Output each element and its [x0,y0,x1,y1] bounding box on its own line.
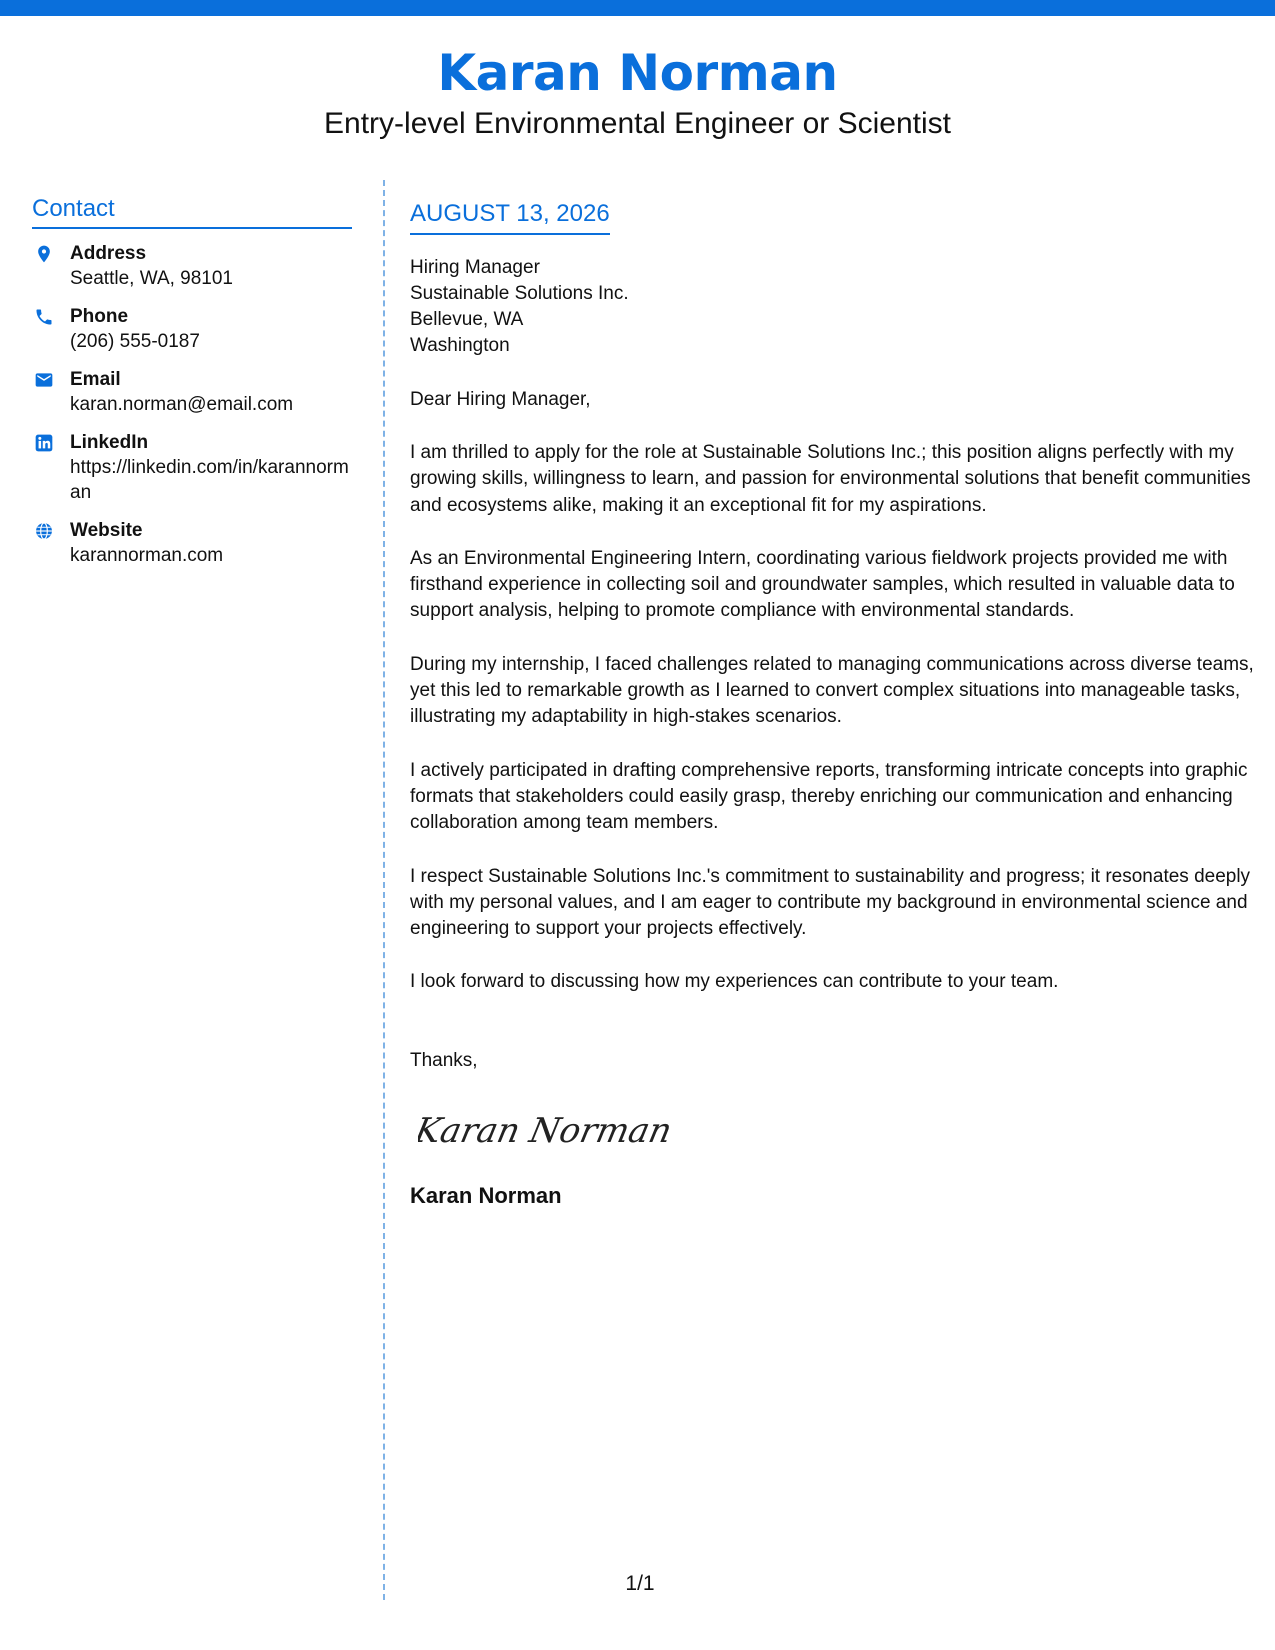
linkedin-value[interactable]: https://linkedin.com/in/karannorman [70,457,349,503]
job-title: Entry-level Environmental Engineer or Scientist [324,107,951,140]
letter-paragraph: I am thrilled to apply for the role at Sustainable Solutions Inc.; this position aligns perfectly with my growing skills, willingness to learn, and passion for environmental solutions that benefit communities and ecosystems alike, making it an exceptional fit for my aspirations. [410,442,1251,516]
svg-text:Karan Norman: Karan Norman [418,1111,676,1151]
email-label: Email [70,369,121,390]
recipient-state: Washington [410,335,510,356]
contact-sidebar [32,194,352,581]
map-pin-icon [34,244,54,264]
email-icon [34,370,54,390]
column-divider [383,180,385,1600]
letter-paragraph: I actively participated in drafting comprehensive reports, transforming intricate concepts into graphic formats that stakeholders could easily grasp, thereby enriching our communication and enhancing collaboration among team members. [410,759,1248,834]
phone-value: (206) 555-0187 [70,331,200,352]
email-value[interactable]: karan.norman@email.com [70,394,294,415]
address-label: Address [70,243,147,264]
contact-item-phone [32,304,352,354]
linkedin-label: LinkedIn [70,432,149,453]
page-header [0,40,1275,144]
letter-paragraph: During my internship, I faced challenges related to managing communications across diverse teams, yet this led to remarkable growth as I learned to convert complex situations into manageable tasks, illustrating my adaptability in high-stakes scenarios. [410,653,1254,728]
phone-icon [34,307,54,327]
contact-item-website [32,518,352,568]
applicant-name: Karan Norman [437,44,838,102]
contact-item-email [32,367,352,417]
contact-heading: Contact [32,194,352,229]
top-accent-bar [0,0,1275,16]
recipient-city: Bellevue, WA [410,309,524,330]
letter-paragraph: As an Environmental Engineering Intern, coordinating various fieldwork projects provided me with firsthand experience in collecting soil and groundwater samples, which resulted in valuable data to support analysis, helping to promote compliance with environmental standards. [410,547,1235,622]
signed-name: Karan Norman [410,1182,562,1208]
contact-item-address [32,241,352,291]
handwritten-signature [418,1100,678,1160]
website-label: Website [70,520,143,541]
recipient-title: Hiring Manager [410,257,540,278]
letter-body [410,197,1255,1211]
website-value[interactable]: karannorman.com [70,545,224,566]
contact-item-linkedin [32,430,352,505]
closing: Thanks, [410,1049,478,1071]
globe-icon [34,521,54,541]
recipient-company: Sustainable Solutions Inc. [410,283,629,304]
letter-date: AUGUST 13, 2026 [410,197,610,235]
recipient-block [410,255,1255,359]
phone-label: Phone [70,306,129,327]
address-value: Seattle, WA, 98101 [70,268,234,289]
linkedin-icon [34,433,54,453]
page-number: 1/1 [625,1572,655,1595]
contact-list [32,241,352,568]
letter-paragraph: I look forward to discussing how my experiences can contribute to your team. [410,971,1059,993]
greeting: Dear Hiring Manager, [410,389,591,410]
letter-paragraph: I respect Sustainable Solutions Inc.'s commitment to sustainability and progress; it resonates deeply with my personal values, and I am eager to contribute my background in environmental science and engineering to support your projects effectively. [410,865,1251,940]
